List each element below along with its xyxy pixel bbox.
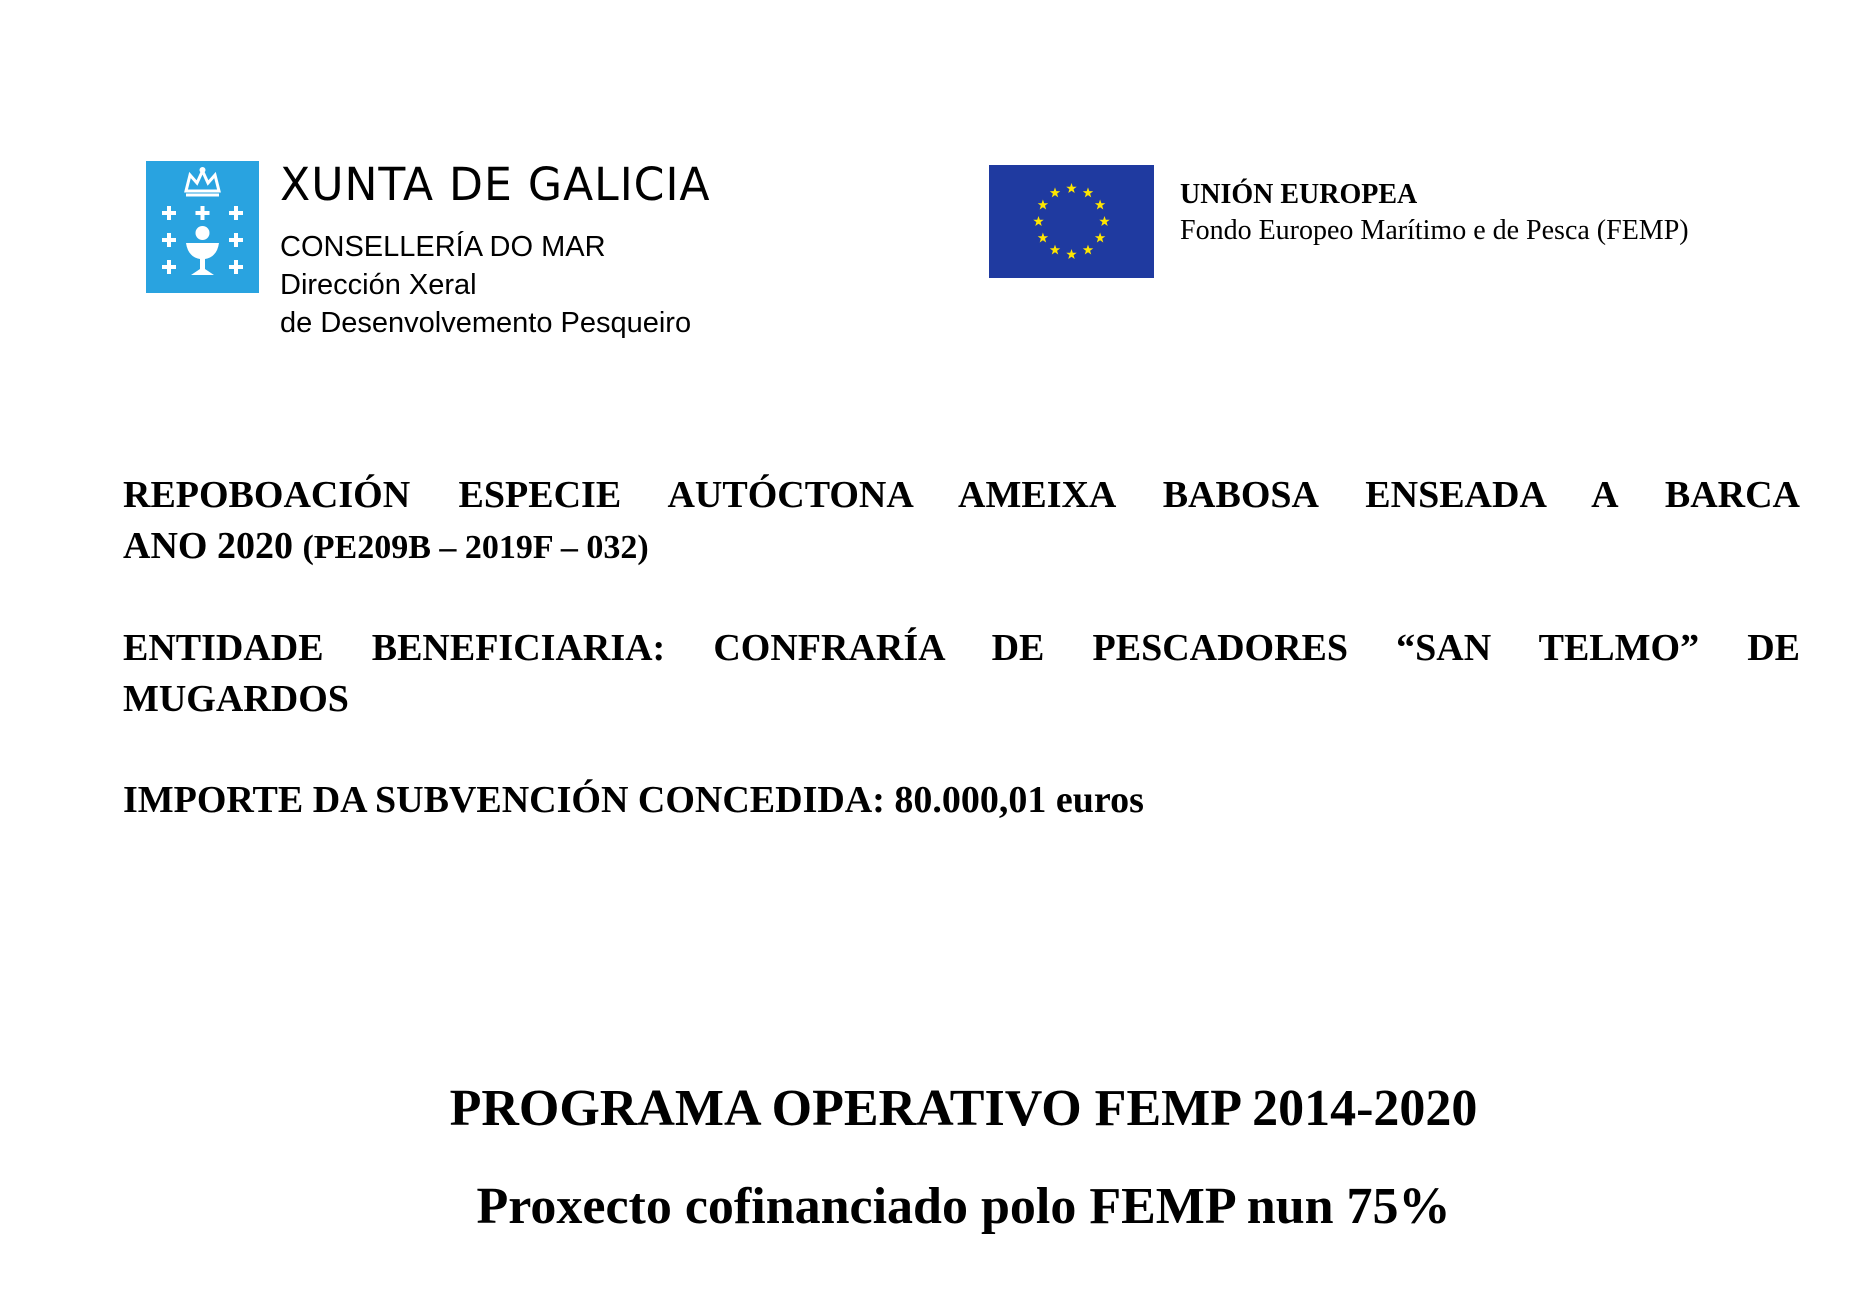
project-title-year: ANO 2020 [123,525,293,567]
xunta-de-galicia-emblem-icon [146,161,259,293]
cofinance-note: Proxecto cofinanciado polo FEMP nun 75% [476,1178,1451,1235]
eu-name: UNIÓN EUROPEA [1180,179,1418,210]
xunta-directorate-line1: Dirección Xeral [280,269,477,301]
beneficiary-line1: ENTIDADE BENEFICIARIA: CONFRARÍA DE PESCADORES “SAN TELMO” DE [123,627,1800,669]
xunta-directorate-line2: de Desenvolvemento Pesqueiro [280,307,692,339]
program-title: PROGRAMA OPERATIVO FEMP 2014-2020 [449,1080,1478,1137]
xunta-name: XUNTA DE GALICIA [280,158,711,211]
xunta-department: CONSELLERÍA DO MAR [280,231,606,263]
project-title [123,470,1800,573]
project-title-line1: REPOBOACIÓN ESPECIE AUTÓCTONA AMEIXA BABOSA ENSEADA A BARCA [123,474,1800,516]
european-union-flag-icon [989,165,1154,278]
eu-fund-name: Fondo Europeo Marítimo e de Pesca (FEMP) [1180,215,1689,246]
beneficiary-entity [123,623,1800,725]
beneficiary-line2: MUGARDOS [123,678,349,720]
subsidy-amount: IMPORTE DA SUBVENCIÓN CONCEDIDA: 80.000,01 euros [123,779,1144,821]
project-code: (PE209B – 2019F – 032) [302,529,649,566]
